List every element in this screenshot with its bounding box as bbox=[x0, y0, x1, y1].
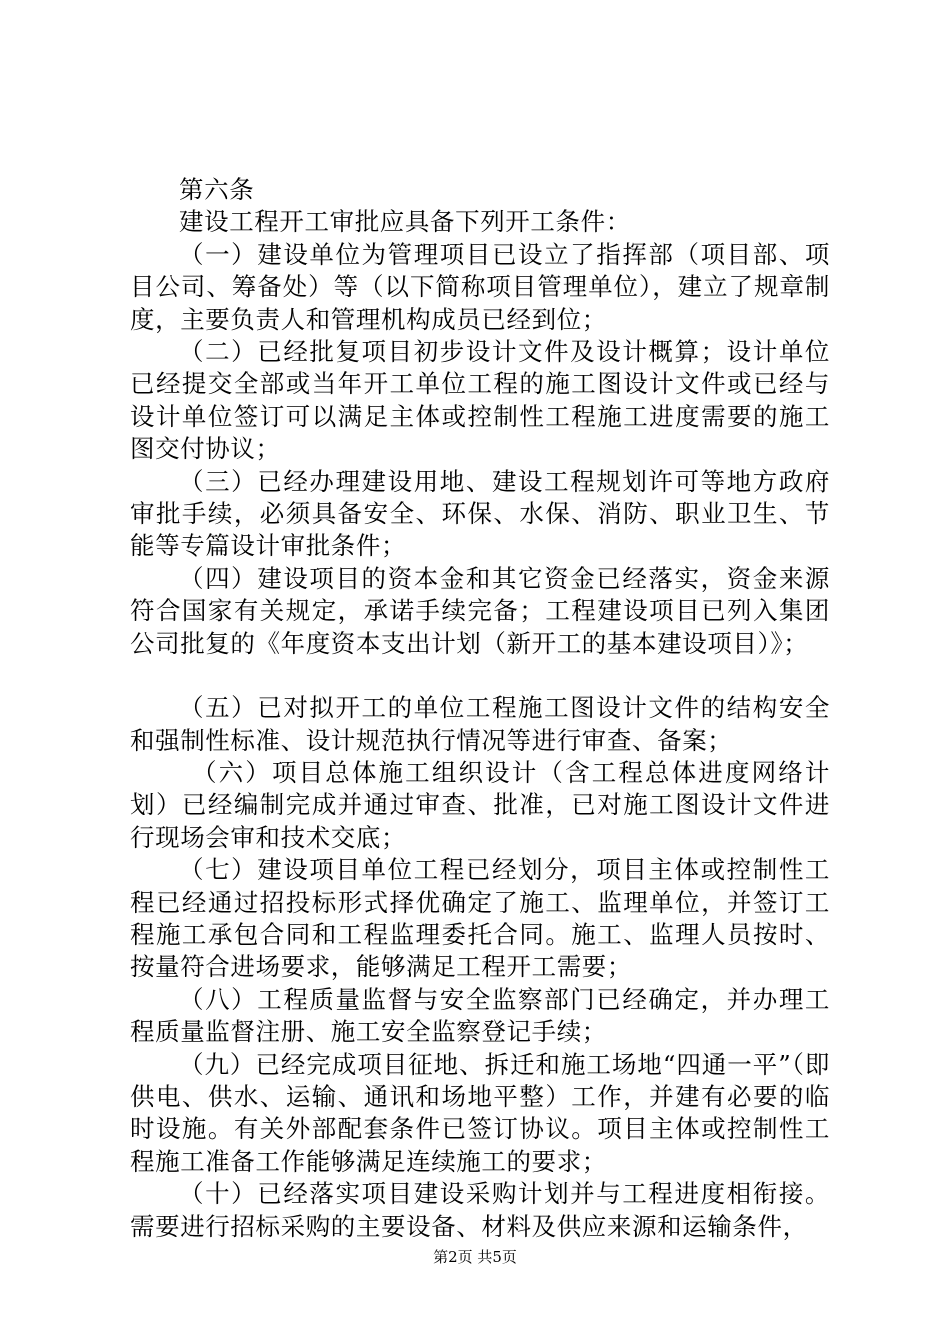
condition-4: （四）建设项目的资本金和其它资金已经落实，资金来源符合国家有关规定，承诺手续完备；工程建设项目已列入集团公司批复的《年度资本支出计划（新开工的基本建设项目）》； bbox=[130, 563, 830, 658]
condition-8: （八）工程质量监督与安全监察部门已经确定，并办理工程质量监督注册、施工安全监察登记手续； bbox=[130, 984, 830, 1047]
document-body bbox=[130, 174, 830, 1243]
condition-10: （十）已经落实项目建设采购计划并与工程进度相衔接。需要进行招标采购的主要设备、材料及供应来源和运输条件， bbox=[130, 1179, 830, 1241]
article-heading: 第六条 bbox=[179, 175, 255, 204]
condition-6: （六）项目总体施工组织设计（含工程总体进度网络计划）已经编制完成并通过审查、批准，已对施工图设计文件进行现场会审和技术交底； bbox=[130, 757, 830, 852]
condition-5: （五）已对拟开工的单位工程施工图设计文件的结构安全和强制性标准、设计规范执行情况等进行审查、备案； bbox=[130, 693, 830, 755]
page-footer: 第2页 共5页 bbox=[433, 1248, 517, 1266]
condition-7: （七）建设项目单位工程已经划分，项目主体或控制性工程已经通过招投标形式择优确定了施工、监理单位，并签订工程施工承包合同和工程监理委托合同。施工、监理人员按时、按量符合进场要求，能够满足工程开工需要； bbox=[130, 855, 830, 982]
intro-paragraph: 建设工程开工审批应具备下列开工条件： bbox=[179, 207, 631, 237]
condition-9: （九）已经完成项目征地、拆迁和施工场地“四通一平”（即供电、供水、运输、通讯和场地平整）工作，并建有必要的临时设施。有关外部配套条件已签订协议。项目主体或控制性工程施工准备工作能够满足连续施工的要求； bbox=[130, 1049, 830, 1176]
condition-3: （三）已经办理建设用地、建设工程规划许可等地方政府审批手续，必须具备安全、环保、水保、消防、职业卫生、节能等专篇设计审批条件； bbox=[130, 466, 830, 561]
condition-2: （二）已经批复项目初步设计文件及设计概算；设计单位已经提交全部或当年开工单位工程的施工图设计文件或已经与设计单位签订可以满足主体或控制性工程施工进度需要的施工图交付协议； bbox=[130, 337, 830, 464]
condition-1: （一）建设单位为管理项目已设立了指挥部（项目部、项目公司、筹备处）等（以下简称项目管理单位），建立了规章制度，主要负责人和管理机构成员已经到位； bbox=[130, 239, 830, 334]
